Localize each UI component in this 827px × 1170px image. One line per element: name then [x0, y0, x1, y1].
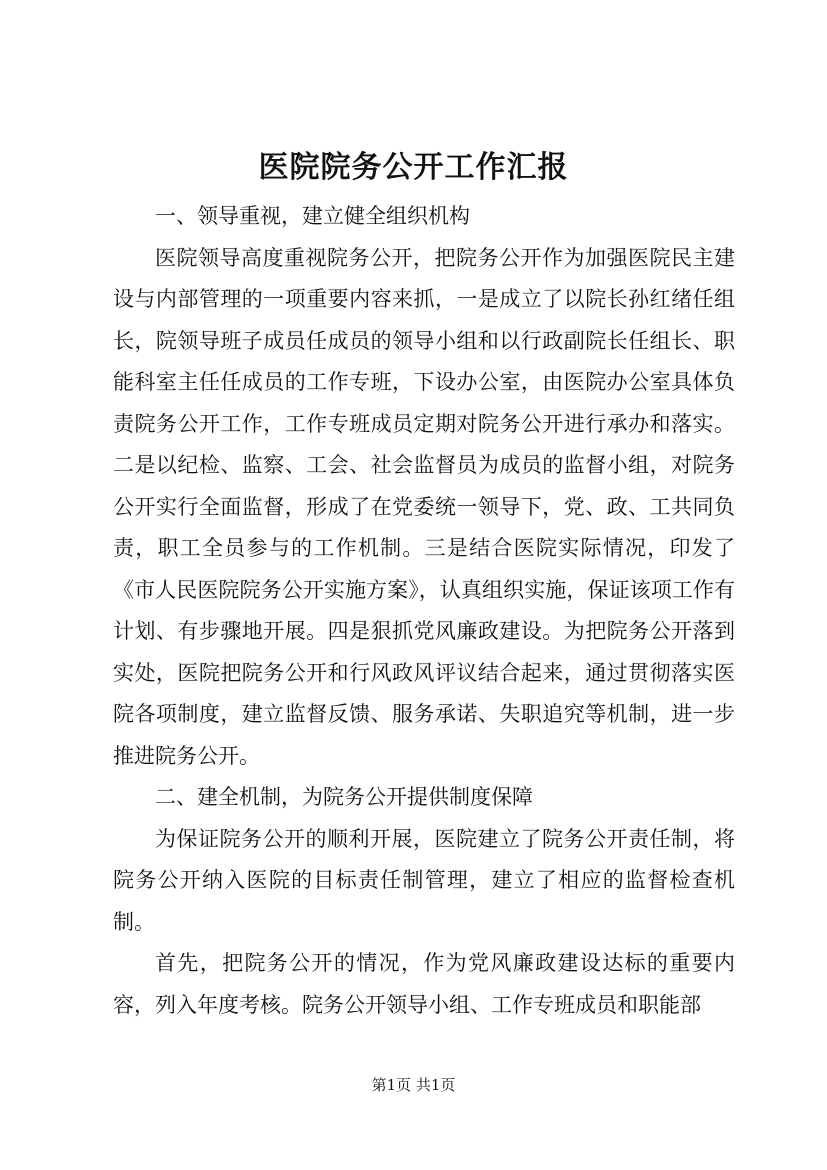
paragraph-2: 为保证院务公开的顺利开展，医院建立了院务公开责任制，将院务公开纳入医院的目标责任制管理，建立了相应的监督检查机制。 [113, 826, 735, 934]
document-body [113, 196, 735, 1026]
paragraph-3: 首先，把院务公开的情况，作为党风廉政建设达标的重要内容，列入年度考核。院务公开领导小组、工作专班成员和职能部 [113, 951, 735, 1017]
section-heading-1: 一、领导重视，建立健全组织机构 [155, 204, 470, 228]
section-heading-2: 二、建全机制，为院务公开提供制度保障 [155, 785, 533, 809]
document-title: 医院院务公开工作汇报 [258, 150, 569, 185]
paragraph-1: 医院领导高度重视院务公开，把院务公开作为加强医院民主建设与内部管理的一项重要内容来抓，一是成立了以院长孙红绪任组长，院领导班子成员任成员的领导小组和以行政副院长任组长、职能科室主任任成员的工作专班，下设办公室，由医院办公室具体负责院务公开工作，工作专班成员定期对院务公开进行承办和落实。二是以纪检、监察、工会、社会监督员为成员的监督小组，对院务公开实行全面监督，形成了在党委统一领导下，党、政、工共同负责，职工全员参与的工作机制。三是结合医院实际情况，印发了《市人民医院院务公开实施方案》，认真组织实施，保证该项工作有计划、有步骤地开展。四是狠抓党风廉政建设。为把院务公开落到实处，医院把院务公开和行风政风评议结合起来，通过贯彻落实医院各项制度，建立监督反馈、服务承诺、失职追究等机制，进一步推进院务公开。 [113, 245, 735, 768]
page-footer: 第1页 共1页 [371, 1076, 456, 1094]
